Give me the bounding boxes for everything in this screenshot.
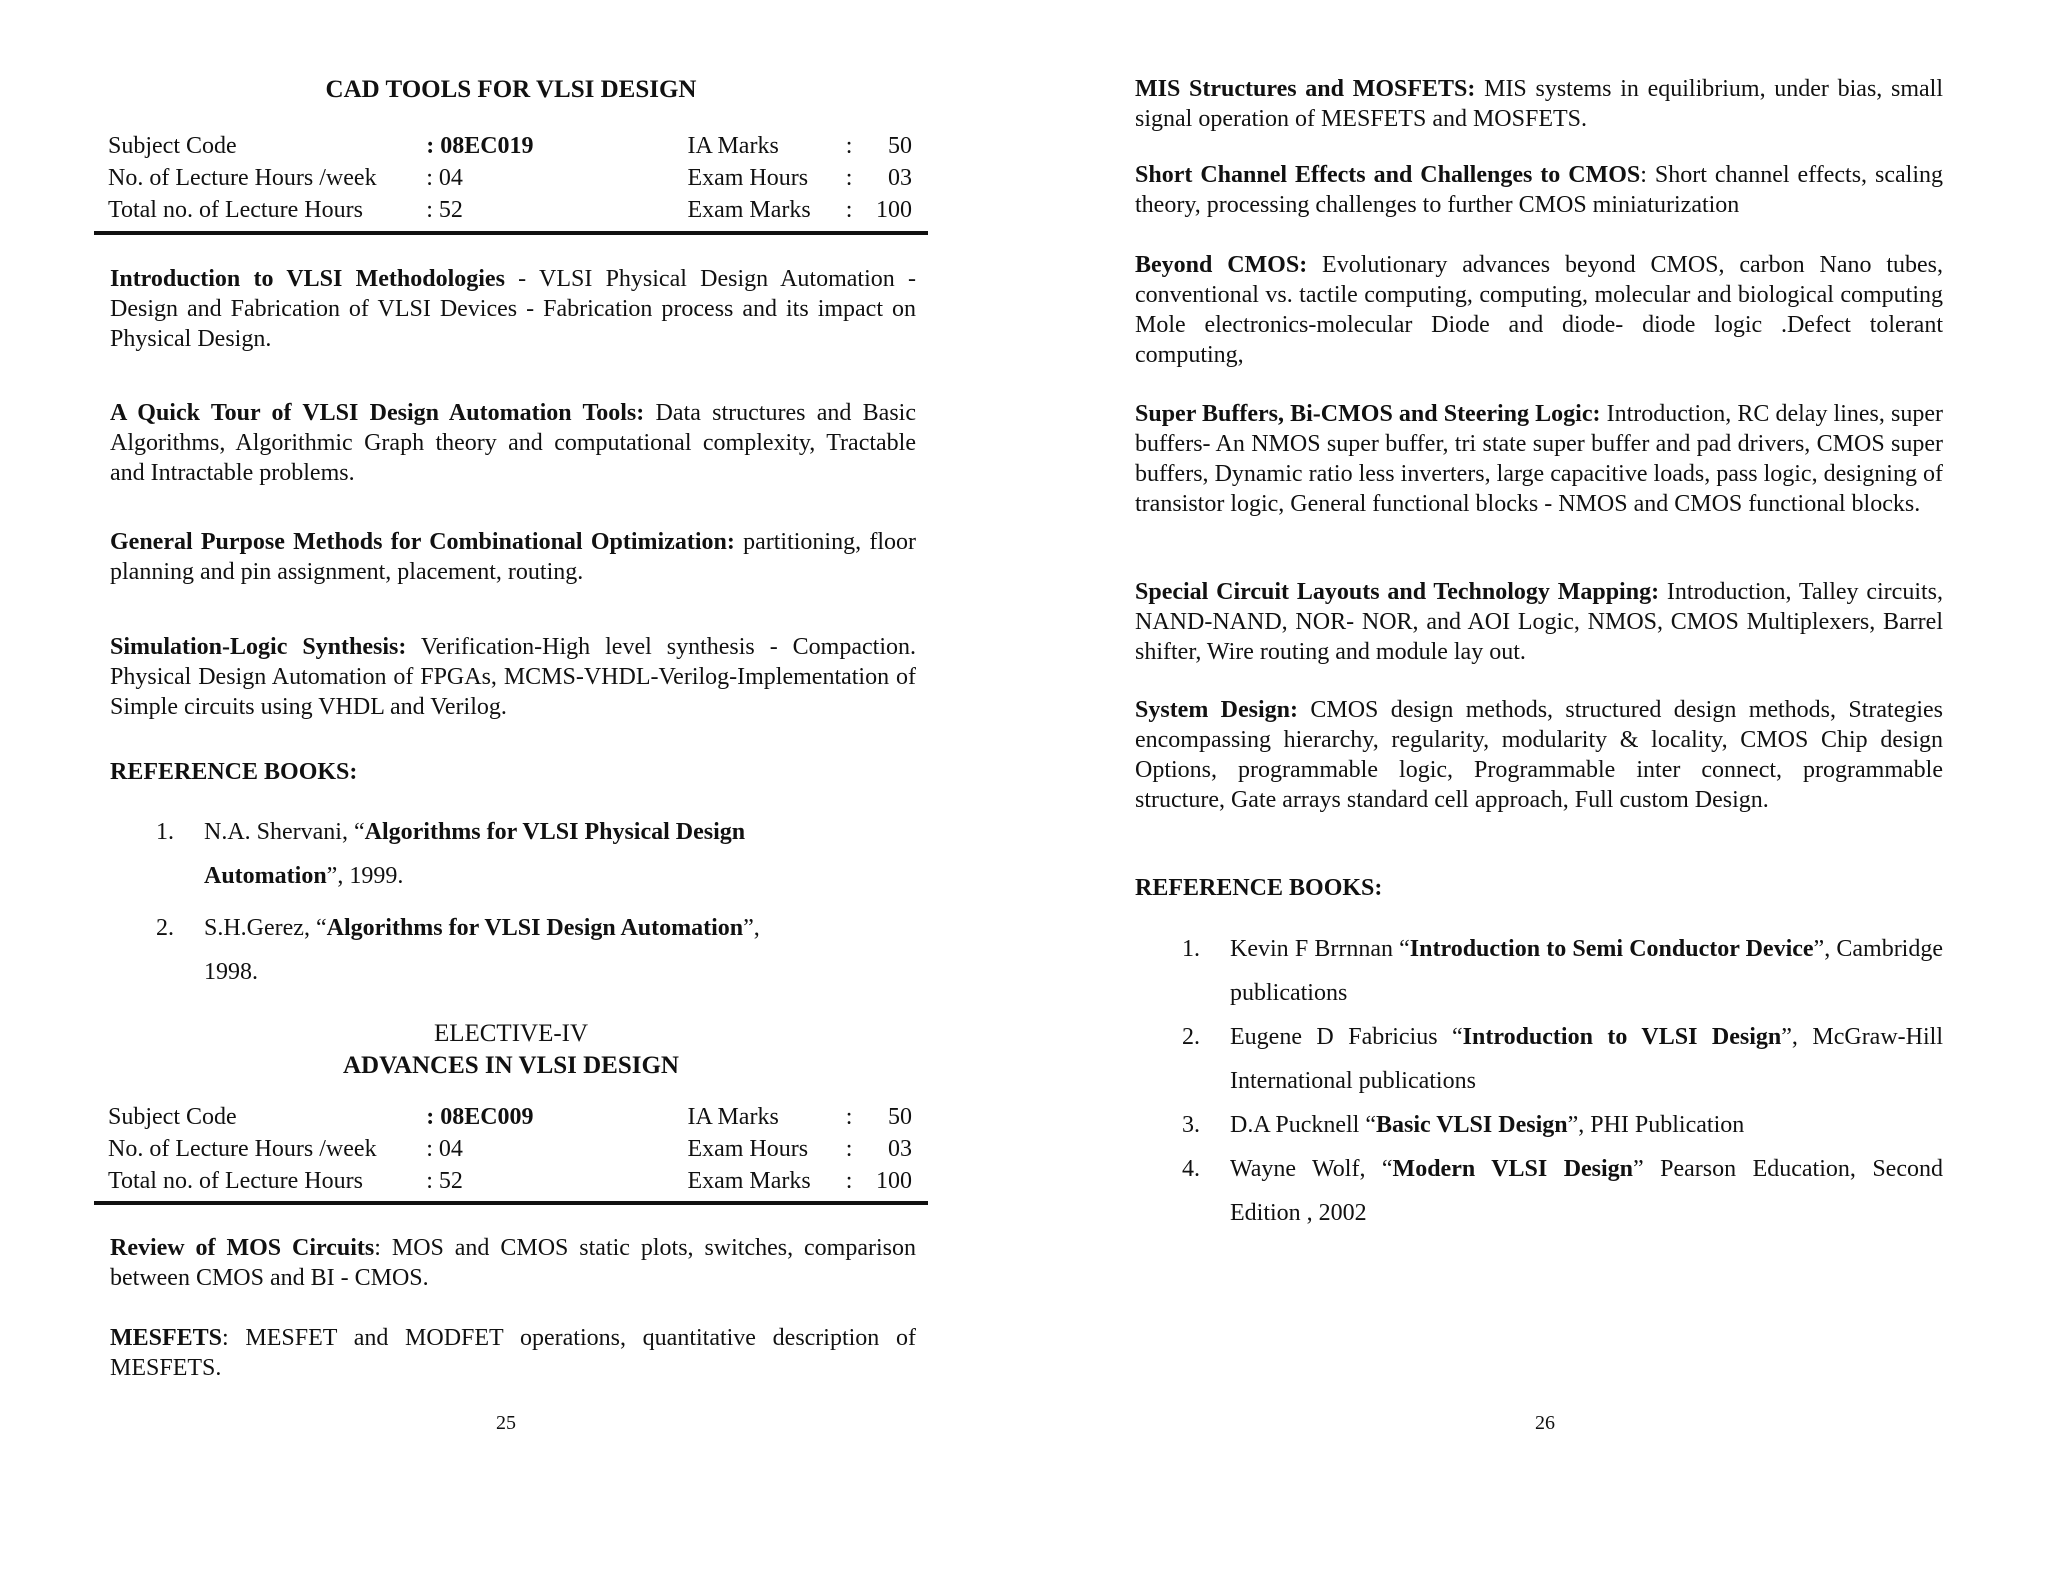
page-number: 26 [1535, 1412, 1555, 1434]
reference-list [1135, 927, 1943, 1235]
info-label: Exam Hours [687, 165, 809, 191]
info-row [94, 162, 924, 194]
section-heading: Short Channel Effects and Challenges to CMOS [1135, 162, 1641, 188]
course-info-table [94, 130, 924, 226]
section-heading: A Quick Tour of VLSI Design Automation Tools: [110, 400, 645, 426]
reference-author: Kevin F Brrnnan “ [1230, 936, 1410, 962]
section-heading: MESFETS [110, 1325, 223, 1351]
reference-item [1135, 927, 1943, 1015]
reference-title: Algorithms for VLSI Physical Design Automation [204, 819, 746, 889]
section-heading: Beyond CMOS: [1135, 252, 1308, 278]
reference-author: Eugene D Fabricius “ [1230, 1024, 1463, 1050]
section-text: Data structures and Basic Algorithms, Algorithmic Graph theory and computational complexity, Tractable and Intractable problems. [110, 400, 916, 486]
divider-rule [94, 1201, 928, 1205]
info-label: IA Marks [687, 1104, 779, 1130]
section-text: Verification-High level synthesis - Compaction. Physical Design Automation of FPGAs, MCMS-VHDL-Verilog-Implementation of Simple circuits using VHDL and Verilog. [110, 634, 916, 720]
info-value: : 08EC009 [426, 1104, 534, 1130]
reference-item [96, 810, 816, 898]
info-label: IA Marks [687, 133, 779, 159]
reference-number: 1. [156, 819, 174, 845]
reference-publisher: ”, McGraw-Hill International publications [1230, 1024, 1943, 1094]
info-row [94, 1133, 924, 1165]
section-text: : Short channel effects, scaling theory, processing challenges to further CMOS miniaturization [1135, 162, 1943, 218]
section-heading: Special Circuit Layouts and Technology Mapping: [1135, 579, 1660, 605]
section-heading: Simulation-Logic Synthesis: [110, 634, 407, 660]
reference-item [1135, 1147, 1943, 1235]
reference-list [96, 810, 816, 994]
syllabus-section [96, 1233, 916, 1293]
page-number: 25 [496, 1412, 516, 1434]
reference-number: 2. [156, 915, 174, 941]
reference-number: 3. [1182, 1112, 1200, 1138]
section-text: : MESFET and MODFET operations, quantitative description of MESFETS. [110, 1325, 916, 1381]
syllabus-section [96, 632, 916, 722]
section-text: Evolutionary advances beyond CMOS, carbon Nano tubes, conventional vs. tactile computing, computing, molecular and biological computing Mole electronics-molecular Diode and diode- diode logic .Defect tolerant computing, [1135, 252, 1943, 368]
syllabus-section [96, 398, 916, 488]
reference-number: 4. [1182, 1156, 1200, 1182]
info-label: Exam Hours [687, 1136, 809, 1162]
syllabus-section [1135, 577, 1943, 667]
reference-title: Algorithms for VLSI Design Automation [326, 915, 744, 941]
syllabus-section [96, 1323, 916, 1383]
section-heading: System Design: [1135, 697, 1298, 723]
reference-publisher: ” Pearson Education, Second Edition , 2002 [1230, 1156, 1943, 1226]
info-value: 03 [888, 165, 912, 191]
reference-item [1135, 1015, 1943, 1103]
reference-item [1135, 1103, 1943, 1147]
info-value: 50 [888, 1104, 912, 1130]
info-colon: : [845, 165, 853, 191]
reference-author: S.H.Gerez, “ [204, 915, 327, 941]
reference-publisher: ”, PHI Publication [1567, 1112, 1745, 1138]
syllabus-section [1135, 160, 1943, 220]
info-value: : 52 [426, 197, 463, 223]
section-text: : MOS and CMOS static plots, switches, comparison between CMOS and BI - CMOS. [110, 1235, 916, 1291]
info-colon: : [845, 133, 853, 159]
syllabus-section [1135, 74, 1943, 134]
reference-title: Modern VLSI Design [1392, 1156, 1634, 1182]
info-label: Exam Marks [687, 1168, 811, 1194]
info-colon: : [845, 197, 853, 223]
syllabus-section [96, 527, 916, 587]
section-text: Introduction, Talley circuits, NAND-NAND, NOR- NOR, and AOI Logic, NMOS, CMOS Multiplexers, Barrel shifter, Wire routing and module lay out. [1135, 579, 1943, 665]
section-heading: Review of MOS Circuits [110, 1235, 375, 1261]
elective-label: ELECTIVE-IV [433, 1020, 589, 1047]
info-label: Total no. of Lecture Hours [108, 1168, 363, 1194]
info-row [94, 1101, 924, 1133]
reference-books-heading: REFERENCE BOOKS: [110, 759, 358, 785]
section-heading: General Purpose Methods for Combinational Optimization: [110, 529, 735, 555]
course-info-block [96, 1101, 924, 1197]
info-value: : 52 [426, 1168, 463, 1194]
info-label: Total no. of Lecture Hours [108, 197, 363, 223]
section-text: MIS systems in equilibrium, under bias, small signal operation of MESFETS and MOSFETS. [1135, 76, 1943, 132]
section-text: CMOS design methods, structured design methods, Strategies encompassing hierarchy, regularity, modularity & locality, CMOS Chip design Options, programmable logic, Programmable inter connect, programmable structure, Gate arrays standard cell approach, Full custom Design. [1135, 697, 1944, 813]
info-colon: : [845, 1104, 853, 1130]
reference-title: Introduction to VLSI Design [1462, 1024, 1782, 1050]
info-value: 100 [876, 197, 912, 223]
course-title: CAD TOOLS FOR VLSI DESIGN [325, 76, 697, 103]
info-row [94, 130, 924, 162]
info-label: No. of Lecture Hours /week [108, 165, 377, 191]
info-row [94, 194, 924, 226]
section-text: partitioning, floor planning and pin assignment, placement, routing. [110, 529, 916, 585]
divider-rule [94, 231, 928, 235]
reference-author: N.A. Shervani, “ [204, 819, 365, 845]
info-label: Exam Marks [687, 197, 811, 223]
info-value: : 04 [426, 1136, 463, 1162]
info-colon: : [845, 1136, 853, 1162]
info-label: Subject Code [108, 133, 237, 159]
info-value: : 08EC019 [426, 133, 534, 159]
info-value: 100 [876, 1168, 912, 1194]
reference-publisher: ”, Cambridge publications [1230, 936, 1944, 1006]
reference-author: D.A Pucknell “ [1230, 1112, 1376, 1138]
reference-number: 2. [1182, 1024, 1200, 1050]
reference-title: Introduction to Semi Conductor Device [1409, 936, 1814, 962]
info-label: No. of Lecture Hours /week [108, 1136, 377, 1162]
section-heading: Super Buffers, Bi-CMOS and Steering Logic: [1135, 401, 1601, 427]
course-info-block [96, 130, 924, 226]
reference-number: 1. [1182, 936, 1200, 962]
section-text: - VLSI Physical Design Automation - Design and Fabrication of VLSI Devices - Fabrication process and its impact on Physical Design. [110, 266, 916, 352]
reference-item [96, 906, 816, 994]
syllabus-section [1135, 695, 1943, 815]
reference-title: Basic VLSI Design [1375, 1112, 1568, 1138]
reference-year: ”, 1999. [326, 863, 404, 889]
section-text: Introduction, RC delay lines, super buffers- An NMOS super buffer, tri state super buffer and pad drivers, CMOS super buffers, Dynamic ratio less inverters, large capacitive loads, pass logic, designing of transistor logic, General functional blocks - NMOS and CMOS functional blocks. [1135, 401, 1943, 517]
info-value: 50 [888, 133, 912, 159]
course-info-table [94, 1101, 924, 1197]
info-value: 03 [888, 1136, 912, 1162]
info-value: : 04 [426, 165, 463, 191]
info-label: Subject Code [108, 1104, 237, 1130]
info-colon: : [845, 1168, 853, 1194]
reference-books-heading: REFERENCE BOOKS: [1135, 875, 1383, 901]
section-heading: Introduction to VLSI Methodologies [110, 266, 505, 292]
info-row [94, 1165, 924, 1197]
section-heading: MIS Structures and MOSFETS: [1135, 76, 1476, 102]
reference-author: Wayne Wolf, “ [1230, 1156, 1393, 1182]
syllabus-section [1135, 399, 1943, 519]
reference-year: ”, 1998. [204, 915, 760, 985]
course-title: ADVANCES IN VLSI DESIGN [343, 1052, 679, 1079]
syllabus-section [1135, 250, 1943, 370]
syllabus-section [96, 264, 916, 354]
